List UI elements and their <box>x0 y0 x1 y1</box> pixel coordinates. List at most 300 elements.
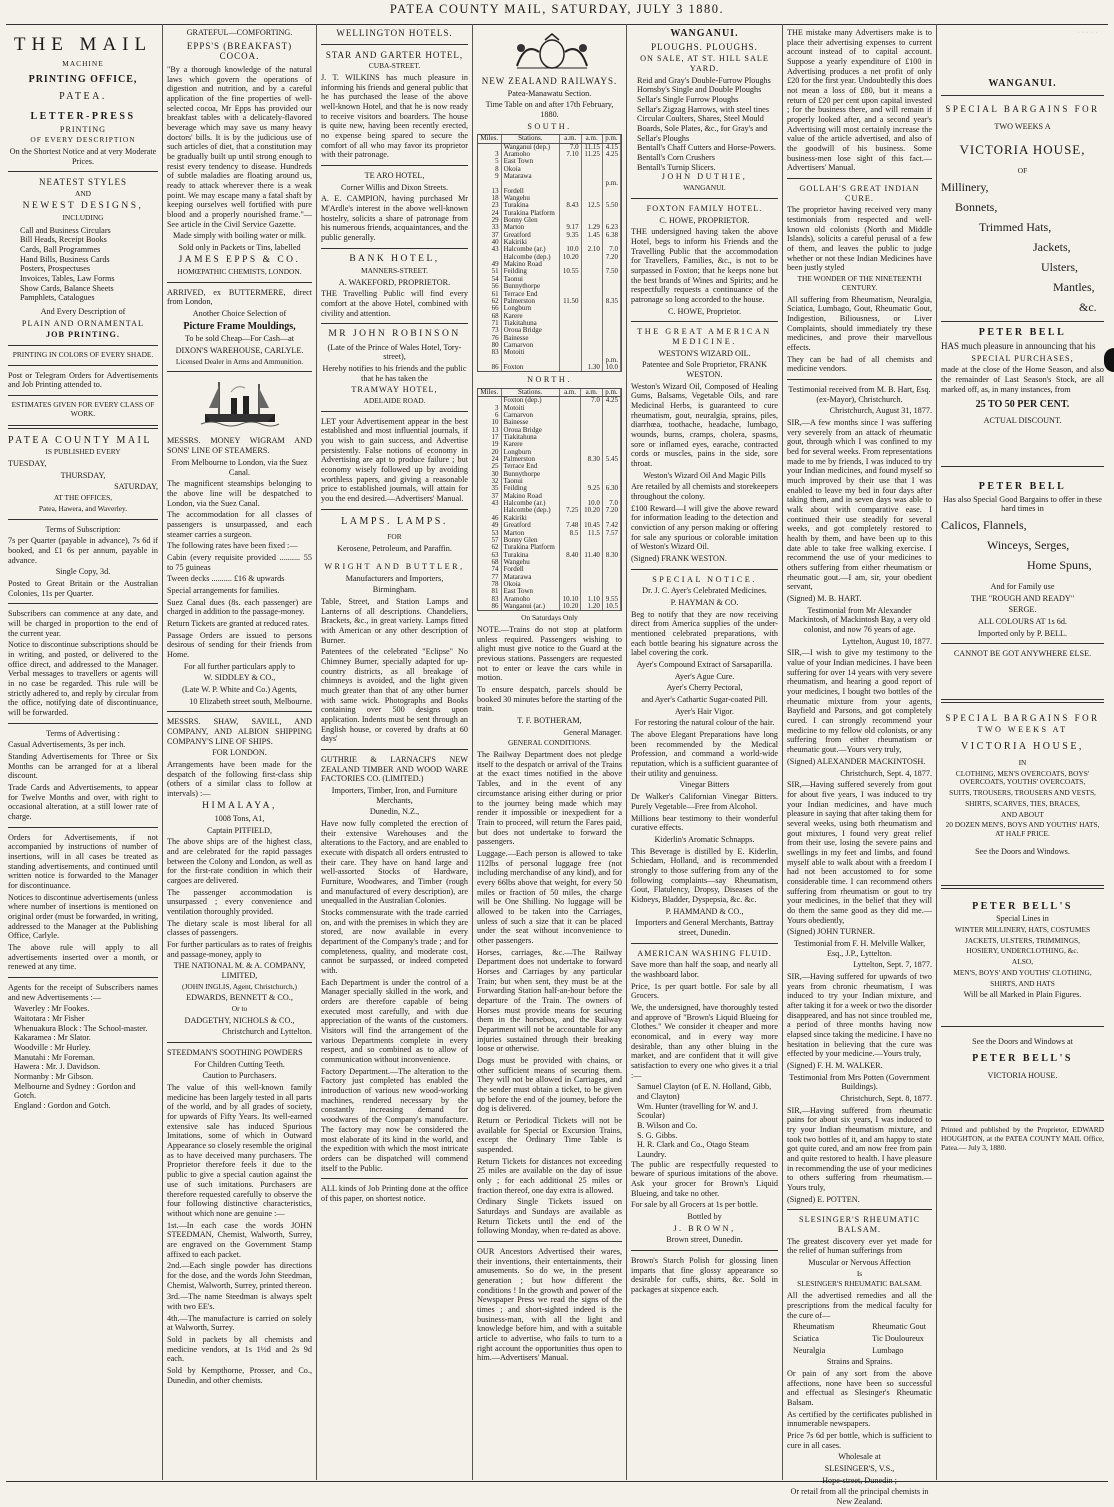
divider <box>8 977 158 978</box>
table-cell: Halcombe (ar.) <box>501 246 559 253</box>
table-cell: 11.40 <box>581 552 603 559</box>
table-row <box>478 405 621 412</box>
text-stocks: Stocks commensurate with the trade carried on, and with the premises in which they are stored, are now available in every department of the Company's trade ; and for completeness, quality, and moderate cost, cannot be surpassed, or indeed competed with. <box>321 908 468 976</box>
table-cell <box>560 357 582 364</box>
table-cell: Taonui <box>501 276 559 283</box>
divider <box>787 178 932 179</box>
table-cell <box>560 180 582 187</box>
table-row <box>478 320 621 327</box>
text-and: AND <box>74 188 91 198</box>
text-section: Patea-Manawatu Section. <box>507 88 592 98</box>
millinery-stack <box>941 178 1104 316</box>
table-cell <box>581 412 603 419</box>
text-jamesepps: JAMES EPPS & CO. <box>178 254 301 265</box>
table-row <box>478 603 621 610</box>
table-row <box>478 456 621 463</box>
table-cell <box>602 419 620 426</box>
text-golah-body: The proprietor having received very many testimonials from respected and well-known old colonists (North and Middle Islands), solicits a careful perusal of a few of them, and leaves the public to judge whether or not these Indian Medicines have been justly styled <box>787 205 932 273</box>
text-rough: THE "ROUGH AND READY" <box>970 593 1075 603</box>
text-tons: 1008 Tons, A1, <box>214 813 265 823</box>
table-cell <box>581 210 602 217</box>
text-towns: Patea, Hawera, and Waverley. <box>38 503 128 513</box>
table-cell: 10.55 <box>560 268 582 275</box>
table-row <box>478 335 621 342</box>
text-t1-head: Testimonial received from M. B. Hart, Esq. (ex-Mayor), Christchurch. <box>788 384 931 404</box>
text-t4-date: Lyttelton, Sept. 7, 1877. <box>853 960 932 970</box>
table-cell <box>559 574 581 581</box>
table-cell: Bonny Glen <box>501 217 559 224</box>
table-cell <box>602 305 620 312</box>
table-cell <box>559 581 581 588</box>
text-gc: GENERAL CONDITIONS. <box>507 738 592 748</box>
table-cell: 10.0 <box>560 246 582 253</box>
text-notices: Notices to discontinue advertisements (unless where number of insertions is mentioned on original order (must be forwarded, in writing, addressed to the Manager at the Publishing Office, Carlyle. <box>8 892 158 941</box>
text-patentees: Patentees of the celebrated "Eclipse" No Chimney Burner, specially adapted for up-country districts, as all breakage of chimneys is avoided, and the light given much greater than that of any other burner with same wick. Photographs and Books containing over 500 designs upon application. Indents must be sent through an English house, or covered by drafts at 60 days' <box>321 647 468 744</box>
list-item: Invoices, Tables, Law Forms <box>20 273 115 283</box>
table-cell <box>602 471 620 478</box>
text-winter: WINTER MILLINERY, HATS, COSTUMES <box>954 924 1091 934</box>
table-cell <box>581 180 602 187</box>
text-great: THE GREAT AMERICAN MEDICINE. <box>637 327 772 346</box>
table-cell <box>581 405 603 412</box>
timetable-south-table <box>478 135 621 371</box>
table-cell <box>559 456 581 463</box>
table-cell: Terrace End <box>501 291 559 298</box>
table-cell: 3 <box>478 151 501 158</box>
table-cell: 7.57 <box>602 530 620 537</box>
divider <box>167 282 312 283</box>
table-cell: 8 <box>478 166 501 173</box>
table-cell: 62 <box>478 298 501 305</box>
table-cell: Palmerston <box>501 298 559 305</box>
table-cell: 7.42 <box>602 522 620 529</box>
text-vinegar: Vinegar Bitters <box>679 780 730 790</box>
text-shortest: On the Shortest Notice and at very Moderate Prices. <box>9 146 157 166</box>
text-further: For further particulars as to rates of freights and passage-money, apply to <box>167 939 312 959</box>
text-cabin: Cabin (every requisite provided .......... 55 to 75 guineas <box>167 552 312 572</box>
table-cell <box>581 335 602 342</box>
table-row <box>478 188 621 195</box>
table-row <box>478 151 621 158</box>
table-row <box>478 283 621 290</box>
table-cell <box>581 419 603 426</box>
text-reward: £100 Reward—I will give the above reward for information leading to the detection and conviction of any person making or offering for sale any spurious or colorable imitation of Weston's Wizard Oil. <box>631 503 778 552</box>
text-howe: C. HOWE, PROPRIETOR. <box>659 215 750 225</box>
table-row <box>478 434 621 441</box>
text-special-lines: Special Lines in <box>996 914 1049 924</box>
text-colors: PRINTING IN COLORS OF EVERY SHADE. <box>12 349 154 359</box>
table-cell <box>581 434 603 441</box>
text-notice: Notice to discontinue subscriptions should be in writing, and posted, or delivered to the office direct, and addressed to the Manager. Verbal messages to travellers or agents will in no case be regarded. This rule will be strictly adhered to, and reply by circular from the office, notifying date of discontinuance, will be forwarded. <box>8 640 158 717</box>
table-cell: 10.0 <box>581 500 603 507</box>
table-cell: Wanganui (ar.) <box>501 603 559 610</box>
text-of: OF <box>1017 166 1028 176</box>
table-cell <box>581 471 603 478</box>
text-greatest: The greatest discovery ever yet made for the relief of human sufferings from <box>787 1236 932 1256</box>
text-we: We, the undersigned, have thoroughly tested and approve of "Brown's Liquid Blueing for Clothes." We consider it cheaper and more economical, and in every way more desirable, than any other bluing in the market, and are confident that it will give satisfaction to every one who gives it a trial :— <box>631 1002 778 1080</box>
masthead-rule <box>6 24 1108 25</box>
text-wanganui: WANGANUI. <box>988 78 1057 89</box>
table-cell: Motoiti <box>501 405 559 412</box>
table-row <box>478 530 621 537</box>
text-pct: 25 TO 50 PER CENT. <box>975 399 1070 411</box>
text-wright: WRIGHT AND BUTTLER, <box>324 561 465 571</box>
text-every-desc: OF EVERY DESCRIPTION <box>30 135 136 145</box>
text-or-to: Or to <box>231 1004 248 1014</box>
text-t3-body: SIR,—Having suffered severely from gout for about five years, I was induced to try your Indian medicines, and have much pleasure in saying that after taking them for several weeks, using both rheumatism and gout mixtures, I found very great relief from their use, losing the severe pains and swellings in my feet and limbs, and found myself able to walk about with a freedom I had not been accustomed to for some considerable time. I can recommend others suffering from rheumatism or gout to try your medicines, in the belief that they will do them the same good as they did me.—Yours obediently, <box>787 780 932 925</box>
text-howe-sig: C. HOWE, Proprietor. <box>668 306 741 316</box>
table-cell: 24 <box>478 456 501 463</box>
table-cell: Turakina Platform <box>501 544 559 551</box>
text-t1-date: Christchurch, August 31, 1877. <box>829 406 932 416</box>
table-cell <box>581 559 603 566</box>
column-2 <box>163 26 316 1482</box>
text-ancestors: OUR Ancestors Advertised their wares, their inventions, their entertainments, their amusements. So do we, in the present generation ; but how different the conditions ! In the growth and power of the Newspaper Press we read the signs of the times ; and short-sighted indeed is the business-man, with all the light and knowledge before him, and with a suitable article to advertise, who fails to turn to a right account the opportunities thus open to him.—Advertisers' Manual. <box>477 1247 622 1363</box>
text-see: See the Doors and Windows. <box>975 846 1070 856</box>
text-return: Return Tickets are granted at reduced rates. <box>167 618 310 628</box>
text-also: ALSO, <box>1011 957 1034 967</box>
divider <box>631 1250 778 1251</box>
text-saturday: SATURDAY, <box>114 482 158 492</box>
text-return2: Return Tickets for distances not exceeding 25 miles are available on the day of issue only ; for each additional 25 miles or fraction thereof, one day extra is allowed. <box>477 1156 622 1195</box>
text-muscular: Muscular or Nervous Affection <box>808 1258 911 1268</box>
text-t1-body: SIR,—A few months since I was suffering very severely from an attack of rheumatic gout, through which I was confined to my bed for several weeks. From representations made to me by friends, I was induced to try your Indian medicines, and found myself so much improved by their use that I was enabled to leave my bed in four days after taking them, and in seven days was able to walk about with comparative ease. I continued their use steadily for several weeks, and got completely restored to health by them, and have been up to this date able to take free walking exercise. I recommend the use of your medicines to others suffering from either rheumatism or rheumatic gout.—I am, sir, your obedient servant, <box>787 417 932 592</box>
table-cell: Matarawa <box>501 574 559 581</box>
table-cell: Halcombe (dep.) <box>501 254 559 261</box>
stack-item: Ulsters, <box>1041 260 1078 275</box>
text-steedman: STEEDMAN'S SOOTHING POWDERS <box>167 1048 303 1058</box>
plough-items-list <box>631 76 778 173</box>
list-item: Waitotara : Mr Fisher <box>14 1014 85 1024</box>
table-cell: 6.30 <box>602 485 620 492</box>
text-posted: Posted to Great Britain or the Australian Colonies, 11s per Quarter. <box>8 578 158 598</box>
table-cell <box>560 210 582 217</box>
divider <box>8 519 158 520</box>
list-item: S. G. Gibbs. <box>637 1130 678 1140</box>
text-duthie: JOHN DUTHIE, <box>661 172 748 182</box>
table-cell <box>560 283 582 290</box>
text-siddley2: (Late W. P. White and Co.) Agents, <box>182 684 297 694</box>
table-cell: 56 <box>478 283 501 290</box>
text-made: Made simply with boiling water or milk. <box>172 231 307 241</box>
table-row <box>478 471 621 478</box>
column-4 <box>473 26 626 1482</box>
stack-item: Trimmed Hats, <box>979 220 1052 235</box>
text-star: STAR AND GARTER HOTEL, <box>325 49 464 60</box>
table-cell <box>581 283 602 290</box>
column-6 <box>783 26 936 1506</box>
text-adelaide: ADELAIDE ROAD. <box>363 395 426 405</box>
table-row <box>478 441 621 448</box>
table-cell <box>602 342 620 349</box>
text-single: Single Copy, 3d. <box>55 567 111 577</box>
text-bank: BANK HOTEL, <box>349 253 440 264</box>
text-cannot: CANNOT BE GOT ANYWHERE ELSE. <box>953 649 1092 659</box>
table-cell: Karere <box>501 441 559 448</box>
table-cell <box>581 342 602 349</box>
table-cell <box>602 210 620 217</box>
table-cell: 10.20 <box>559 603 581 610</box>
table-cell: 7.0 <box>602 500 620 507</box>
divider <box>321 248 468 249</box>
text-passenger: The passenger accommodation is unsurpassed ; every convenience and ventilation thoroughly provided. <box>167 887 312 916</box>
table-cell <box>560 335 582 342</box>
text-suez: Suez Canal dues (8s. each passenger) are charged in addition to the passage-money. <box>167 597 312 617</box>
text-hayman: P. HAYMAN & CO. <box>670 598 739 608</box>
table-cell <box>602 559 620 566</box>
table-row <box>478 397 621 405</box>
text-dixon: DIXON'S WAREHOUSE, CARLYLE. <box>175 346 304 356</box>
text-t4-sig: (Signed) F. H. M. WALKER. <box>787 1060 883 1070</box>
table-cell <box>559 412 581 419</box>
text-patea: PATEA. <box>59 90 107 102</box>
text-each: Each Department is under the control of a Manager specially skilled in the work, and orders are therefore capable of being executed most carefully, and with due appreciation of the wants of the customers. Visitors will find the arrangement of the various Departments complete in every respect, and so combined as to allow of communication without inconvenience. <box>321 977 468 1065</box>
text-slesinger: SLESINGER'S RHEUMATIC BALSAM. <box>799 1215 920 1235</box>
divider <box>8 603 158 604</box>
text-machine: MACHINE <box>62 59 104 69</box>
table-cell: Longburn <box>501 449 559 456</box>
list-item: Kakaramea : Mr Slator. <box>14 1033 91 1043</box>
text-sold-cash: To be sold Cheap—For Cash—at <box>184 334 295 344</box>
epps-heading: EPPS'S (BREAKFAST) COCOA. <box>186 40 293 62</box>
text-hope: Hope-street, Dunedin ; <box>822 1475 897 1485</box>
table-cell: 74 <box>478 566 501 573</box>
table-cell: 9.17 <box>560 224 582 231</box>
table-cell <box>602 188 620 195</box>
table-cell: 37 <box>478 493 501 500</box>
text-nzr: NEW ZEALAND RAILWAYS. <box>481 76 618 86</box>
table-cell: 6.38 <box>602 232 620 239</box>
text-slesinger2: SLESINGER'S RHEUMATIC BALSAM. <box>797 1279 922 1289</box>
table-cell: Kakiriki <box>501 515 559 522</box>
agent-list <box>8 1004 158 1110</box>
text-christ: Christchurch and Lyttelton. <box>222 1027 312 1037</box>
table-cell: 37 <box>478 232 501 239</box>
table-cell <box>559 419 581 426</box>
table-cell <box>560 305 582 312</box>
text-elegant: The above Elegant Preparations have long been recommended by the Medical Profession, and command a world-wide reputation, which is a sufficient guarantee of their utility and genuiness. <box>631 730 778 778</box>
table-cell: Bonny Glen <box>501 537 559 544</box>
list-item: Waverley : Mr Fookes. <box>14 1004 90 1014</box>
list-item: B. Wilson and Co. <box>637 1120 698 1130</box>
text-estimates: ESTIMATES GIVEN FOR EVERY CLASS OF WORK. <box>11 400 155 418</box>
table-cell: 49 <box>478 261 501 268</box>
table-row <box>478 485 621 492</box>
table-cell: 49 <box>478 522 501 529</box>
table-cell: 78 <box>478 581 501 588</box>
list-item: Tic Douloureux <box>872 1333 924 1343</box>
text-hayman-body: Beg to notify that they are now receiving direct from America supplies of the under-mentioned celebrated preparations, with each bottle bearing his signature across the label covering the cork. <box>631 609 778 658</box>
text-grateful: GRATEFUL—COMFORTING. <box>186 28 293 37</box>
table-row <box>478 158 621 165</box>
table-cell: Marton <box>501 224 559 231</box>
text-homoeo: HOMŒPATHIC CHEMISTS, LONDON. <box>177 266 302 276</box>
table-cell: 7.48 <box>559 522 581 529</box>
text-ordinary: Ordinary Single Tickets issued on Saturdays and Sundays are available as Return Tickets until the end of the following Monday, when re-dated as above. <box>477 1197 622 1236</box>
text-terms-body: 7s per Quarter (payable in advance), 7s 6d if booked, and £1 6s per annum, payable in advance. <box>8 536 158 565</box>
text-lamps: LAMPS. LAMPS. <box>341 515 448 527</box>
table-cell: Bunnythorpe <box>501 283 559 290</box>
text-factory: Factory Department.—The alteration to the Factory just completed has enabled the introduction of various new wood-working machines, rendered necessary by the constantly increasing demand for woodwares of the Company's manufacture. The factory may now be considered the most elaborate of its kind in the world, and the expedition with which the most intricate orders can be dispatched will commend itself to the Public. <box>321 1066 468 1173</box>
table-header: a.m. <box>560 135 582 143</box>
list-item: Manutahi : Mr Foreman. <box>14 1052 95 1062</box>
text-edwards: EDWARDS, BENNETT & CO., <box>186 993 293 1003</box>
table-cell <box>559 449 581 456</box>
table-row <box>478 268 621 275</box>
text-and-about: AND ABOUT <box>1001 809 1044 819</box>
divider <box>321 44 468 45</box>
table-cell: 54 <box>478 276 501 283</box>
text-manu: Manufacturers and Importers, <box>345 573 444 583</box>
table-cell: 5 <box>478 158 501 165</box>
table-cell: 73 <box>478 327 501 334</box>
text-importers: Importers, Timber, Iron, and Furniture Merchants, <box>331 785 458 805</box>
table-cell: 43 <box>478 246 501 253</box>
table-cell: 86 <box>478 364 501 371</box>
text-kiderlin-body: This Beverage is distilled by E. Kiderlin, Schiedam, Holland, and is recommended strongly to those suffering from any of the following complaints—say Rheumatism, Gout, Flatulency, Dropsy, Diseases of the Kidneys, Bladder, Dyspepsia, &c. &c. <box>631 846 778 904</box>
text-t2-body: SIR,—I wish to give my testimony to the value of your Indian medicines. I have been suffering for over 14 years with very severe rheumatism, and hearing a good report of your medicines, I bought two bottles of the rheumatic mixture from your agents, Bayfield and Parsons, and got completely cured. I can strongly recommend your medicine to my fellow old colonists, or any suffering from either rheumatism or rheumatic gout.—Yours very truly, <box>787 648 932 755</box>
text-special: SPECIAL NOTICE. <box>652 574 757 584</box>
table-cell <box>602 581 620 588</box>
table-cell: Turakina Platform <box>501 210 559 217</box>
text-cutting: For Children Cutting Teeth. <box>194 1059 285 1069</box>
text-s4: 4th.—The manufacture is carried on solely at Walworth, Surrey. <box>167 1313 312 1333</box>
table-cell: 57 <box>478 537 501 544</box>
text-subscribers: Subscribers can commence at any date, and will be charged in proportion to the end of the current year. <box>8 609 158 638</box>
list-item: Hawera : Mr. J. Davidson. <box>14 1062 101 1072</box>
text-howe-body: THE undersigned having taken the above Hotel, begs to inform his Friends and the Travelling Public that the accommodation for Travellers, Families, &c., is not to be surpassed in Foxton; that he keeps none but the best brands of Wines and Spirits; and he respectfully requests a continuance of the patronage so long accorded to the house. <box>631 227 778 304</box>
text-guthrie-body: Have now fully completed the erection of their extensive Warehouses and the alterations to the Factory, and are enabled to execute with dispatch all orders entrusted to their care. They have on hand large and well-assorted Stocks of Hardware, Furniture, Woodwares, and Timber (rough and manufactured of every description), are unequalled in the Australian Colonies. <box>321 819 468 906</box>
text-hammand: P. HAMMAND & CO., <box>665 906 744 916</box>
list-item: Bentall's Corn Crushers <box>637 153 715 163</box>
text-offices: AT THE OFFICES, <box>53 493 113 503</box>
text-published: IS PUBLISHED EVERY <box>45 447 121 457</box>
steamship-illustration <box>201 378 279 430</box>
table-cell: 10.20 <box>581 507 603 514</box>
ayer-item: Ayer's Ague Cure. <box>674 671 735 681</box>
text-terms: Terms of Subscription: <box>45 524 121 534</box>
double-divider <box>941 885 1104 889</box>
table-cell <box>581 581 603 588</box>
table-row <box>478 261 621 268</box>
table-cell: 11.5 <box>581 530 603 537</box>
table-row <box>478 364 621 371</box>
text-parcels: To ensure despatch, parcels should be booked 30 minutes before the starting of the train. <box>477 685 622 714</box>
table-cell: Halcombe (dep.) <box>501 507 559 514</box>
table-cell <box>581 261 602 268</box>
table-cell: 4.25 <box>602 151 620 158</box>
table-cell: 24 <box>478 210 501 217</box>
text-frame: Picture Frame Mouldings, <box>183 320 296 332</box>
text-adv3: Trade Cards and Advertisements, to appear for Twelve Months and over, with right to occasional alteration, at a still lower rate of charge. <box>8 782 158 821</box>
text-tramway: TRAMWAY HOTEL, <box>351 385 438 395</box>
divider <box>167 711 312 712</box>
text-t4-head: Testimonial from F. H. Melville Walker, Esq., J.P., Lyttelton. <box>793 938 926 958</box>
table-cell: 63 <box>478 552 501 559</box>
table-row <box>478 419 621 426</box>
text-wonder: THE WONDER OF THE NINETEENTH CENTURY. <box>797 274 922 292</box>
text-t2-sig: (Signed) ALEXANDER MACKINTOSH. <box>787 756 926 766</box>
text-dogs: Dogs must be provided with chains, or other sufficient means of securing them. They will not be allowed in Carriages, and the sender must obtain a ticket, to be given up before the end of the journey, before the dog is delivered. <box>477 1055 622 1114</box>
text-ploughs: PLOUGHS. PLOUGHS. <box>651 41 758 52</box>
table-cell: East Town <box>501 588 559 595</box>
text-steedman-body: The value of this well-known family medicine has been largely tested in all parts of the world, and by all grades of society, for upwards of Fifty Years. Its well-earned extensive sale has induced Spurious Imitations, some of which in Outward Appearance so closely resemble the original as to have deceived many purchasers. The Proprietor therefore feels it due to the public to give a special caution against the use of such imitations. Purchasers are therefore requested carefully to observe the four following distinctive characteristics, without which none are genuine :— <box>167 1083 312 1218</box>
table-cell: p.m. <box>602 180 620 187</box>
table-cell: 61 <box>478 291 501 298</box>
table-cell <box>581 537 603 544</box>
table-cell <box>560 349 582 356</box>
table-cell: 1.29 <box>581 224 602 231</box>
divider <box>167 371 312 372</box>
table-cell: 7.50 <box>602 268 620 275</box>
text-brown-st: Brown street, Dunedin. <box>666 1235 743 1245</box>
text-licensed: Licensed Dealer in Arms and Ammunition. <box>175 356 304 366</box>
list-item: Lumbago <box>872 1345 904 1355</box>
divider <box>167 1042 312 1043</box>
text-colours: ALL COLOURS AT 1s 6d. <box>978 616 1067 626</box>
table-cell: 9.35 <box>560 232 582 239</box>
table-cell <box>581 574 603 581</box>
table-cell: 29 <box>478 217 501 224</box>
table-cell: Makino Road <box>501 493 559 500</box>
table-cell: 80 <box>478 342 501 349</box>
table-cell <box>581 298 602 305</box>
table-cell: 7.0 <box>560 143 582 151</box>
text-see2: See the Doors and Windows at <box>972 1037 1073 1047</box>
table-cell <box>581 349 602 356</box>
text-all-kinds: ALL kinds of Job Printing done at the office of this paper, on shortest notice. <box>321 1184 468 1203</box>
text-t5-head: Testimonial from Mrs Potten (Government Buildings). <box>789 1072 930 1092</box>
list-item: Show Cards, Balance Sheets <box>20 283 114 293</box>
divider <box>631 943 778 944</box>
text-special: SPECIAL BARGAINS FOR <box>945 103 1100 114</box>
table-cell: 5.50 <box>602 202 620 209</box>
list-item: Rheumatic Gout <box>872 1322 926 1332</box>
table-cell: Matarawa <box>501 173 559 180</box>
table-cell: 71 <box>478 320 501 327</box>
list-item: Wm. Hunter (travelling for W. and J. Scoular) <box>637 1101 758 1121</box>
table-cell: East Town <box>501 158 559 165</box>
text-t4-body: SIR,—Having suffered for upwards of two years from chronic rheumatism, I was induced to try your Indian mixture, and after taking it for a week or two the disorder disappeared, and has not since troubled me, a period of three months having now elapsed since taking the medicine. I have no hesitation in believing that the cure was effected by your medicine.—Yours truly, <box>787 971 932 1059</box>
table-cell: 23 <box>478 202 501 209</box>
table-cell: Oroua Bridge <box>501 427 559 434</box>
text-walker: Dr Walker's Californian Vinegar Bitters. Purely Vegetable—Free from Alcohol. <box>631 792 778 811</box>
table-cell: 68 <box>478 313 501 320</box>
table-cell <box>560 320 582 327</box>
text-brown: J. BROWN, <box>673 1223 736 1233</box>
table-header: a.m. <box>581 389 603 397</box>
table-cell <box>560 313 582 320</box>
table-cell <box>559 566 581 573</box>
divider <box>787 379 932 380</box>
table-cell <box>559 471 581 478</box>
text-duthie2: WANGANUI. <box>683 183 726 193</box>
text-signed: (Signed) FRANK WESTON. <box>631 554 727 564</box>
text-importers: Importers and General Merchants, Battray street, Dunedin. <box>635 918 774 937</box>
double-divider <box>941 699 1104 703</box>
table-cell: Aramoho <box>501 596 559 603</box>
table-cell <box>602 574 620 581</box>
table-header: a.m. <box>559 389 581 397</box>
text-imprint: Printed and published by the Proprietor, EDWARD HOUGHTON, at the PATEA COUNTY MAIL Office, Patea.— July 3, 1880. <box>941 1125 1104 1152</box>
table-cell: Carnarvon <box>501 342 559 349</box>
text-luggage: Luggage.—Each person is allowed to take 112lbs of personal luggage free (not including merchandise of any kind), and for every 66lbs above that weight, for every 50 miles or fraction of 50 miles, the charge will be One Shilling. No luggage will be allowed to be taken into the Carriages, unless of such a size that it can be placed under the seat without inconvenience to other passengers. <box>477 848 622 945</box>
table-cell: 6.23 <box>602 224 620 231</box>
table-header: p.m. <box>602 389 620 397</box>
table-cell <box>560 173 582 180</box>
table-cell <box>581 566 603 573</box>
text-neatest: NEATEST STYLES <box>38 177 128 188</box>
